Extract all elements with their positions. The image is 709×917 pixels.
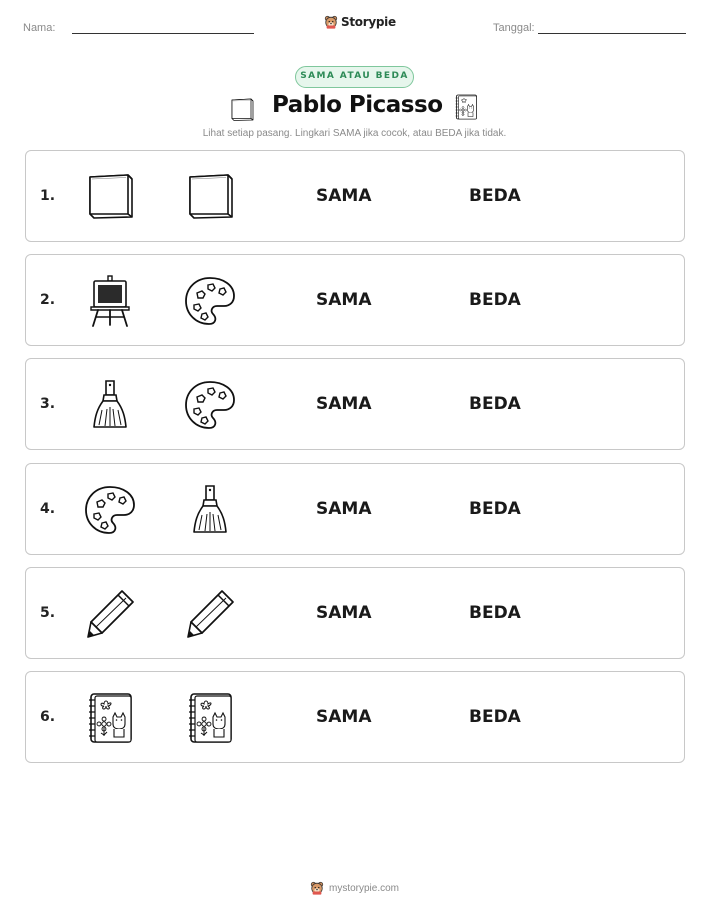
option-different[interactable]: BEDA <box>469 394 521 414</box>
date-label: Tanggal: <box>493 22 535 34</box>
question-row <box>25 150 685 242</box>
question-row <box>25 671 685 763</box>
easel-icon <box>82 273 138 329</box>
brand-name: Storypie <box>341 15 396 29</box>
option-different[interactable]: BEDA <box>469 186 521 206</box>
activity-badge: SAMA ATAU BEDA <box>295 66 414 88</box>
option-different[interactable]: BEDA <box>469 603 521 623</box>
question-number: 2. <box>40 292 56 308</box>
bear-icon <box>324 14 338 30</box>
title-row <box>0 92 709 124</box>
option-same[interactable]: SAMA <box>316 499 372 519</box>
option-same[interactable]: SAMA <box>316 290 372 310</box>
palette-icon <box>182 377 238 433</box>
page-title: Pablo Picasso <box>272 92 443 118</box>
paintbrush-icon <box>82 377 138 433</box>
date-line <box>538 33 686 34</box>
sketchbook-icon <box>182 690 238 746</box>
instructions: Lihat setiap pasang. Lingkari SAMA jika cocok, atau BEDA jika tidak. <box>202 128 507 139</box>
palette-icon <box>82 482 138 538</box>
option-different[interactable]: BEDA <box>469 499 521 519</box>
option-same[interactable]: SAMA <box>316 603 372 623</box>
sketchbook-icon <box>452 92 480 122</box>
option-different[interactable]: BEDA <box>469 290 521 310</box>
option-same[interactable]: SAMA <box>316 186 372 206</box>
name-label: Nama: <box>23 22 56 34</box>
footer-url: mystorypie.com <box>328 882 399 894</box>
paintbrush-icon <box>182 482 238 538</box>
question-row <box>25 567 685 659</box>
question-number: 1. <box>40 188 56 204</box>
question-number: 5. <box>40 605 56 621</box>
bear-icon <box>310 880 324 896</box>
question-number: 4. <box>40 501 56 517</box>
canvas-icon <box>82 169 138 225</box>
canvas-icon <box>182 169 238 225</box>
brand-logo <box>324 14 396 30</box>
worksheet-header <box>0 14 709 44</box>
footer <box>0 880 709 896</box>
pencil-icon <box>182 586 238 642</box>
palette-icon <box>182 273 238 329</box>
question-row <box>25 358 685 450</box>
pencil-icon <box>82 586 138 642</box>
question-number: 3. <box>40 396 56 412</box>
option-same[interactable]: SAMA <box>316 707 372 727</box>
name-line <box>72 33 254 34</box>
question-number: 6. <box>40 709 56 725</box>
question-row <box>25 254 685 346</box>
question-row <box>25 463 685 555</box>
canvas-icon <box>228 96 256 124</box>
option-same[interactable]: SAMA <box>316 394 372 414</box>
option-different[interactable]: BEDA <box>469 707 521 727</box>
sketchbook-icon <box>82 690 138 746</box>
